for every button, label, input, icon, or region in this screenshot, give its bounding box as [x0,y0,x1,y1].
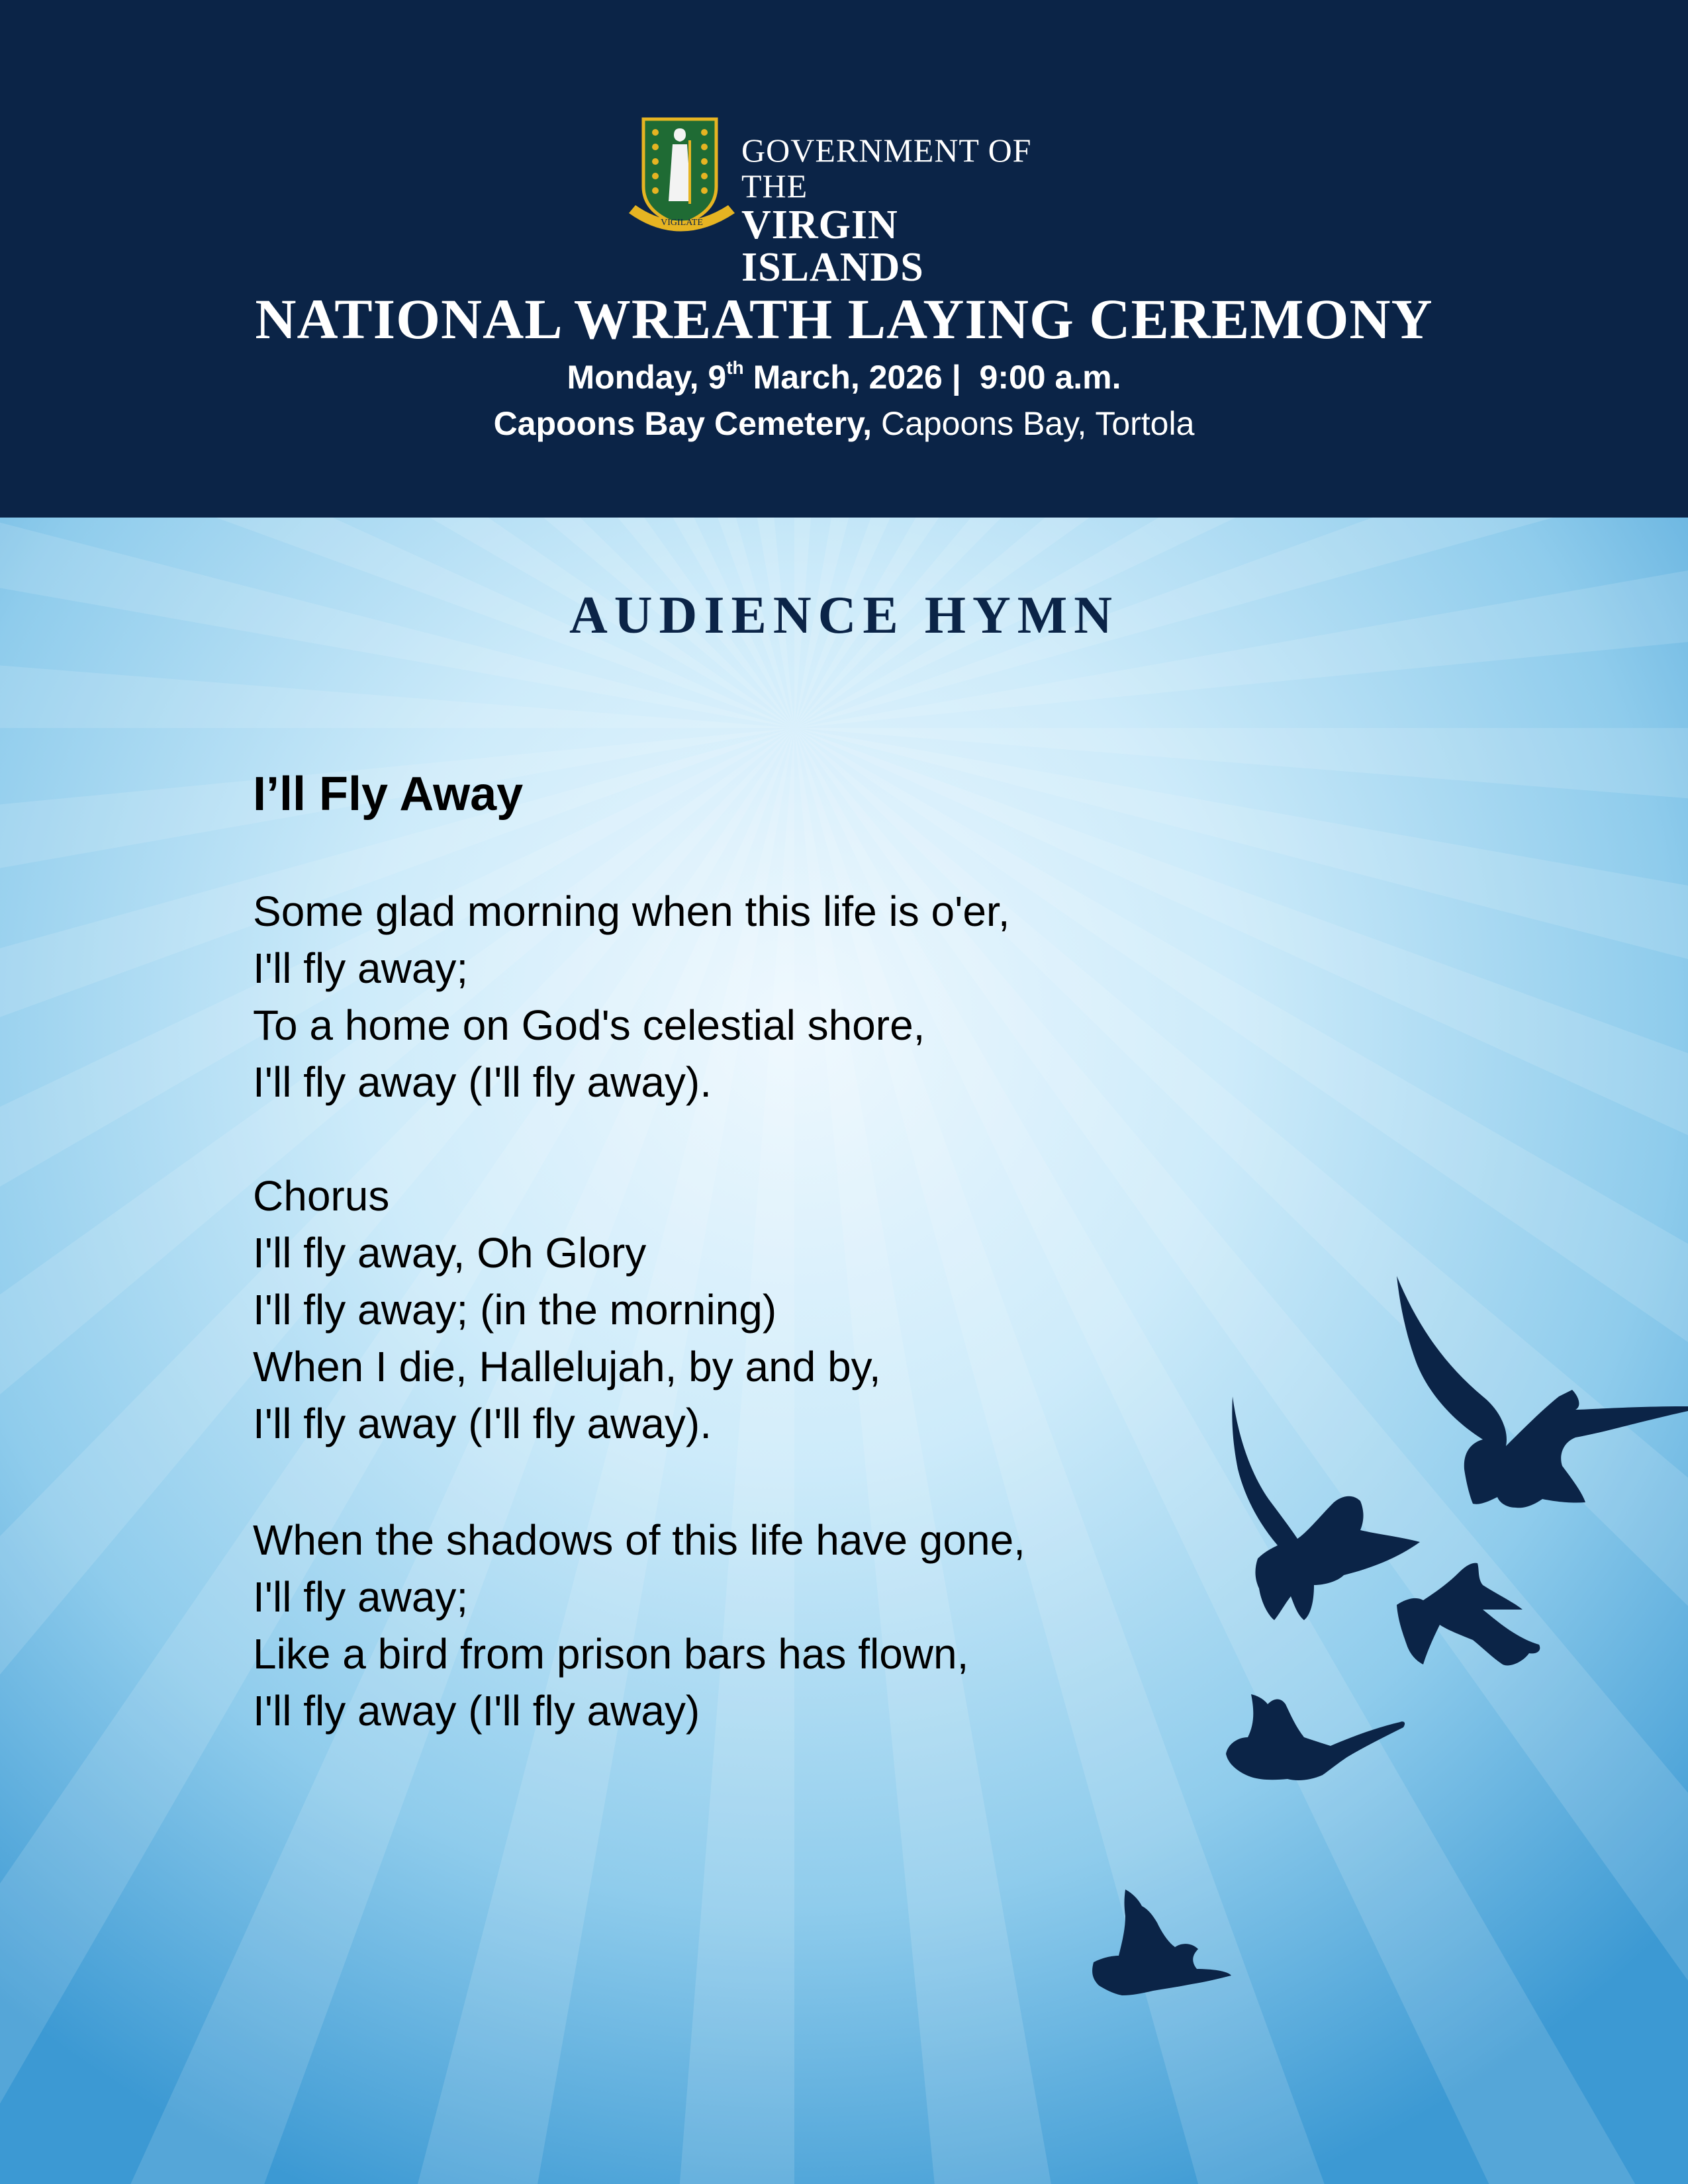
government-line-1: GOVERNMENT OF THE [741,132,1032,205]
event-title: NATIONAL WREATH LAYING CEREMONY [255,287,1433,351]
chorus-label: Chorus [253,1172,390,1220]
verse-line: I'll fly away (I'll fly away). [253,1058,712,1106]
verse-line: To a home on God's celestial shore, [253,1001,925,1049]
bird-silhouette-icon [1226,1694,1405,1780]
verse-line: I'll fly away; (in the morning) [253,1286,777,1334]
section-heading: AUDIENCE HYMN [569,586,1119,645]
verse-line: I'll fly away (I'll fly away). [253,1400,712,1447]
hymn-title: I’ll Fly Away [253,768,524,821]
verse-line: Like a bird from prison bars has flown, [253,1630,969,1678]
verse-line: I'll fly away; [253,1573,469,1621]
date-ordinal-suffix: th [726,357,744,378]
verse-line: Some glad morning when this life is o'er, [253,887,1010,935]
verse-line: When the shadows of this life have gone, [253,1516,1025,1564]
bird-silhouette-icon [1092,1889,1231,1995]
date-prefix: Monday, 9 [567,359,727,396]
verse-line: I'll fly away; [253,944,469,992]
verse-line: I'll fly away, Oh Glory [253,1229,647,1277]
date-rest: March, 2026 | 9:00 a.m. [743,359,1121,396]
bird-silhouette-icon [1397,1563,1540,1666]
crest-motto: VIGILATE [661,218,703,228]
verse-line: I'll fly away (I'll fly away) [253,1687,700,1735]
government-line-2: VIRGIN ISLANDS [741,203,924,290]
verse-line: When I die, Hallelujah, by and by, [253,1343,881,1390]
bird-silhouette-icon [1232,1396,1420,1620]
location-place: Capoons Bay, Tortola [872,405,1195,442]
bird-silhouette-icon [1397,1276,1688,1508]
location-venue: Capoons Bay Cemetery, [493,405,872,442]
